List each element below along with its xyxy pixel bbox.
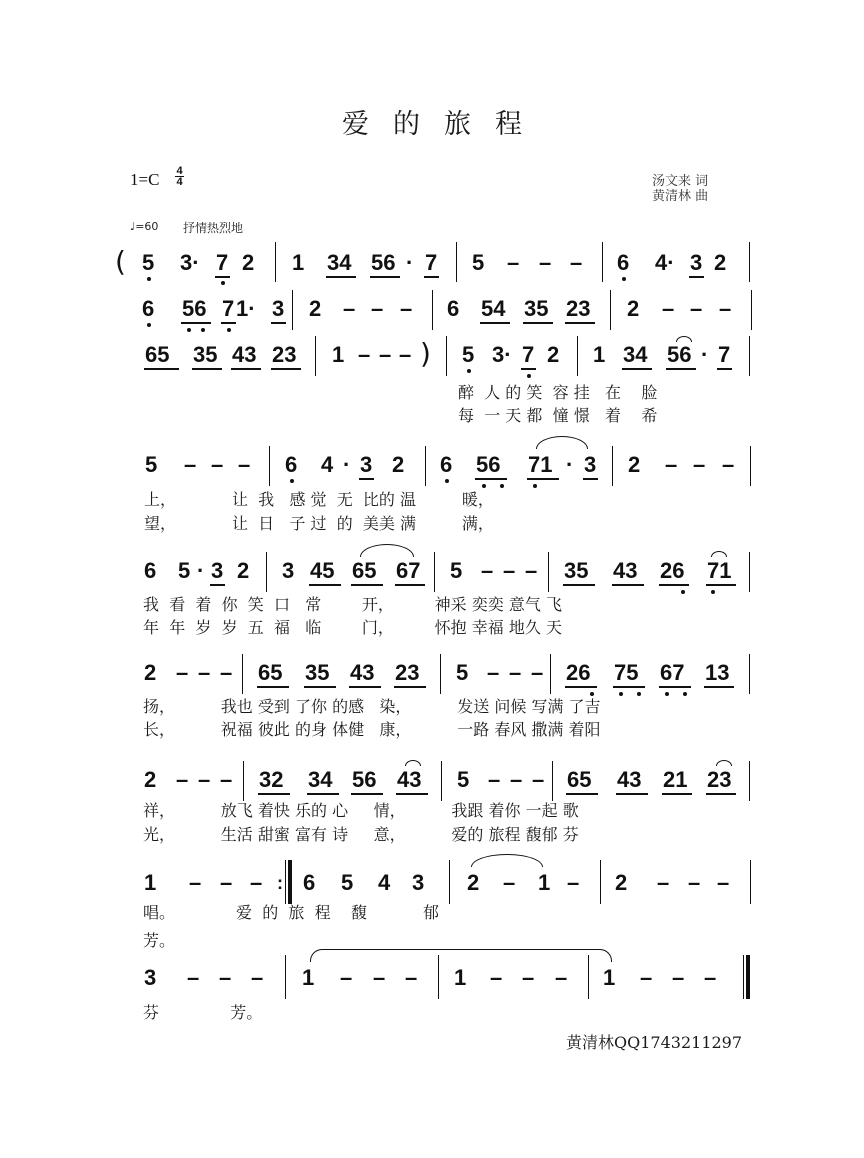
lyrics-row-3-verse-2: 每 一 天 都 憧 憬 着 希 bbox=[458, 406, 658, 425]
lyrics-row-9: 芬 芳。 bbox=[143, 1003, 263, 1022]
lyrics-row-6-verse-1: 扬， 我也 受到 了你 的感 染， 发送 问候 写满 了吉 bbox=[143, 697, 601, 716]
tempo-marking: ♩=60 bbox=[130, 220, 159, 233]
score-row-4: 5 – – – 6 4 · 3 2 6 56 71 · 3 2 – – – bbox=[0, 452, 864, 492]
score-row-5: 6 5 · 3 2 3 45 65 67 5 – – – 35 43 26 71 bbox=[0, 558, 864, 598]
lyrics-row-8-verse-1: 唱。 爱 的 旅 程 馥 郁 bbox=[143, 903, 439, 922]
score-row-6: 2 – – – 65 35 43 23 5 – – – 26 75 67 13 bbox=[0, 660, 864, 700]
lyrics-row-6-verse-2: 长， 祝福 彼此 的身 体健 康， 一路 春风 撒满 着阳 bbox=[143, 720, 601, 739]
credits bbox=[652, 174, 708, 204]
score-row-3: 65 35 43 23 1 – – – ) 5 3· 7 2 1 34 56 · 7 bbox=[0, 342, 864, 382]
time-signature bbox=[175, 166, 184, 187]
score-row-2: 6 56 7 1· 3 2 – – – 6 54 35 23 2 – – – bbox=[0, 296, 864, 336]
time-sig-top: 4 bbox=[176, 165, 183, 177]
lyrics-row-3-verse-1: 醉 人 的 笑 容 挂 在 脸 bbox=[458, 383, 658, 402]
lyrics-row-5-verse-2: 年 年 岁 岁 五 福 临 门， 怀抱 幸福 地久 天 bbox=[143, 618, 562, 637]
key-signature: 1=C bbox=[130, 170, 160, 189]
score-row-1: ( 5 3· 7 2 1 34 56 · 7 5 – – – 6 4· 3 2 bbox=[0, 250, 864, 290]
arranger-signature: 黄清林QQ1743211297 bbox=[566, 1033, 743, 1052]
lyricist: 汤文来 词 bbox=[652, 174, 709, 189]
lyrics-row-7-verse-1: 祥， 放飞 着快 乐的 心 情， 我跟 着你 一起 歌 bbox=[143, 801, 579, 820]
score-row-9: 3 – – – 1 – – – 1 – – – 1 – – – bbox=[0, 965, 864, 1005]
time-sig-bottom: 4 bbox=[176, 176, 183, 188]
lyrics-row-4-verse-2: 望， 让 日 子 过 的 美美 满 满， bbox=[144, 514, 494, 533]
close-paren: ) bbox=[420, 337, 431, 370]
score-row-7: 2 – – – 32 34 56 43 5 – – – 65 43 21 23 bbox=[0, 767, 864, 807]
expression-marking: 抒情热烈地 bbox=[183, 221, 244, 235]
song-title: 爱的旅程 bbox=[342, 109, 546, 140]
score-row-8: 1 – – – : 6 5 4 3 2 – 1 – 2 – – – bbox=[0, 870, 864, 910]
open-paren: ( bbox=[115, 245, 126, 278]
lyrics-row-7-verse-2: 光， 生活 甜蜜 富有 诗 意， 爱的 旅程 馥郁 芬 bbox=[143, 825, 579, 844]
lyrics-row-5-verse-1: 我 看 着 你 笑 口 常 开， 神采 奕奕 意气 飞 bbox=[143, 595, 562, 614]
lyrics-row-8-verse-2: 芳。 bbox=[143, 931, 176, 950]
lyrics-row-4-verse-1: 上， 让 我 感 觉 无 比的 温 暖， bbox=[144, 490, 494, 509]
composer: 黄清林 曲 bbox=[652, 189, 709, 204]
